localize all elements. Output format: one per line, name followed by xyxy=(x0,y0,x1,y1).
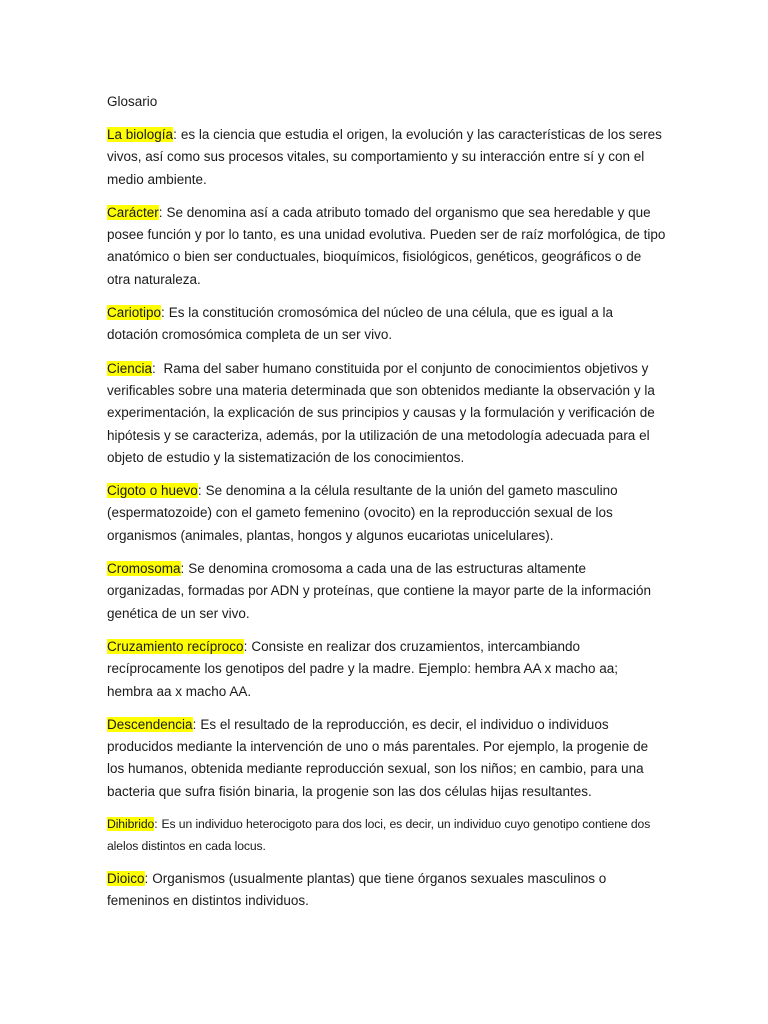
glossary-entry xyxy=(107,558,667,625)
term-separator: : xyxy=(173,127,177,142)
glossary-entry xyxy=(107,358,667,469)
glossary-definition: Se denomina así a cada atributo tomado del organismo que sea heredable y que posee función y por lo tanto, es una unidad evolutiva. Pueden ser de raíz morfológica, de tipo anatómico o bien ser conductuales, bioquímicos, fisiológicos, genéticos, geográficos o de otra naturaleza. xyxy=(107,204,666,287)
glossary-term: La biología xyxy=(107,127,174,142)
term-separator: : xyxy=(152,360,156,376)
glossary-term: Carácter xyxy=(107,204,159,220)
glossary-term: Cigoto o huevo xyxy=(107,483,198,499)
term-separator: : xyxy=(243,638,248,654)
glossary-entry xyxy=(107,202,667,291)
glossary-term: Cariotipo xyxy=(107,305,162,321)
glossary-definition: Rama del saber humano constituida por el conjunto de conocimientos objetivos y verificables sobre una materia determinada que son obtenidos mediante la observación y la experimentación, la explicación de sus principios y causas y la formulación y verificación de hipótesis y se caracteriza, además, por la utilización de una metodología adecuada para el objeto de estudio y la sistematización de los conocimientos. xyxy=(107,360,655,465)
glossary-definition: Se denomina cromosoma a cada una de las estructuras altamente organizadas, formadas por ADN y proteínas, que contiene la mayor parte de la información genética de un ser vivo. xyxy=(107,561,652,621)
term-separator: : xyxy=(161,305,165,321)
glossary-term: Ciencia xyxy=(107,360,153,376)
glossary-entry xyxy=(107,636,667,703)
glossary-definition: Es la constitución cromosómica del núcleo de una célula, que es igual a la dotación cromosómica completa de un ser vivo. xyxy=(107,305,614,343)
glossary-entry xyxy=(107,302,667,347)
document-page xyxy=(107,91,667,924)
glossary-definition: Organismos (usualmente plantas) que tiene órganos sexuales masculinos o femeninos en distintos individuos. xyxy=(107,871,607,909)
term-separator: : xyxy=(154,817,158,832)
glossary-term: Cruzamiento recíproco xyxy=(107,638,244,654)
term-separator: : xyxy=(144,871,149,887)
glossary-term: Cromosoma xyxy=(107,561,181,577)
glossary-entry xyxy=(107,814,667,857)
glossary-entry xyxy=(107,868,667,913)
glossary-term: Dihibrido xyxy=(107,817,155,832)
term-separator: : xyxy=(180,561,185,577)
glossary-definition: Consiste en realizar dos cruzamientos, intercambiando recíprocamente los genotipos del padre y la madre. Ejemplo: hembra AA x macho aa; hembra aa x macho AA. xyxy=(107,638,619,699)
glossary-entry xyxy=(107,714,667,803)
glossary-term: Dioico xyxy=(107,871,145,887)
page-title: Glosario xyxy=(107,94,158,109)
term-separator: : xyxy=(192,716,197,732)
glossary-definition: Se denomina a la célula resultante de la unión del gameto masculino (espermatozoide) con el gameto femenino (ovocito) en la reproducción sexual de los organismos (animales, plantas, hongos y algunos eucariotas unicelulares). xyxy=(107,483,618,543)
glossary-definition: es la ciencia que estudia el origen, la evolución y las características de los seres vivos, así como sus procesos vitales, su comportamiento y su interacción entre sí y con el medio ambiente. xyxy=(107,127,662,187)
glossary-entry xyxy=(107,480,667,547)
glossary-definition: Es el resultado de la reproducción, es decir, el individuo o individuos producidos mediante la intervención de uno o más parentales. Por ejemplo, la progenie de los humanos, obtenida mediante reproducción sexual, son los niños; en cambio, para una bacteria que sufra fisión binaria, la progenie son las dos células hijas resultantes. xyxy=(107,716,649,799)
term-separator: : xyxy=(197,483,202,499)
term-separator: : xyxy=(158,204,163,220)
glossary-entry xyxy=(107,124,667,191)
glossary-term: Descendencia xyxy=(107,716,193,732)
glossary-definition: Es un individuo heterocigoto para dos loci, es decir, un individuo cuyo genotipo contiene dos alelos distintos en cada locus. xyxy=(107,817,651,853)
